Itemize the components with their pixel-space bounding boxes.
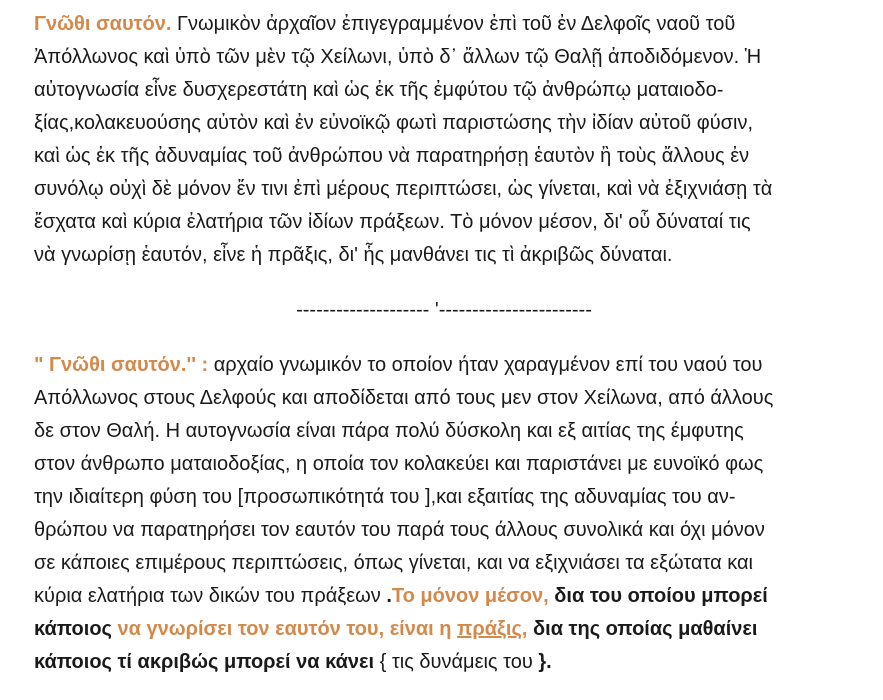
document-body: [34, 8, 854, 679]
ancient-line-1: [34, 8, 854, 41]
modern-line-8: [34, 580, 854, 613]
highlight-only-means: Το μόνον μέσον,: [391, 585, 549, 607]
ancient-line-6: συνόλῳ οὐχὶ δὲ μόνον ἔν τινι ἐπὶ μέρους περιπτώσει, ὡς γίνεται, καὶ νὰ ἐξιχνιάσῃ τὰ: [34, 178, 773, 200]
modern-line-10-plain: { τις δυνάμεις του: [379, 651, 539, 673]
modern-line-9-bold-b: δια της οποίας μαθαίνει: [527, 618, 758, 640]
modern-line-5: την ιδιαίτερη φύση του [προσωπικότητά του ],και εξαιτίας της αδυναμίας του αν-: [34, 486, 736, 508]
ancient-line-8: νὰ γνωρίσῃ ἑαυτόν, εἶνε ἡ πρᾶξις, δι' ἧς μανθάνει τις τὶ ἀκριβῶς δύναται.: [34, 244, 673, 266]
modern-line-2: Απόλλωνος στους Δελφούς και αποδίδεται από τους μεν στον Χείλωνα, από άλλους: [34, 387, 774, 409]
modern-line-8-plain: κύρια ελατήρια των δικών του πράξεων: [34, 585, 387, 607]
modern-title: " Γνῶθι σαυτόν.'' :: [34, 354, 209, 376]
highlight-praxis: πράξις,: [457, 618, 528, 640]
modern-line-10: [34, 646, 854, 679]
highlight-know-yourself: να γνωρίσει τον εαυτόν του, είναι η: [117, 618, 458, 640]
modern-line-4: στον άνθρωπο ματαιοδοξίας, η οποία τον κολακεύει και παριστάνει με ευνοϊκό φως: [34, 453, 764, 475]
ancient-line-4: ξίας,κολακευούσης αὐτὸν καὶ ἐν εὐνοϊκῷ φωτὶ παριστώσης τὴν ἰδίαν αὐτοῦ φύσιν,: [34, 112, 753, 134]
ancient-title: Γνῶθι σαυτόν.: [34, 13, 172, 35]
modern-line-text: αρχαίο γνωμικόν το οποίον ήταν χαραγμένον επί του ναού του: [208, 354, 763, 376]
modern-line-8-bold: δια του οποίου μπορεί: [548, 585, 768, 607]
modern-line-1: [34, 349, 854, 382]
ancient-line-3: αὐτογνωσία εἶνε δυσχερεστάτη καὶ ὡς ἐκ τῆς ἐμφύτου τῷ ἀνθρώπῳ ματαιοδο-: [34, 79, 724, 101]
modern-line-10-bold-a: κάποιος τί ακριβώς μπορεί να κάνει: [34, 651, 380, 673]
modern-greek-paragraph: [34, 349, 854, 679]
ancient-line-7: ἔσχατα καὶ κύρια ἐλατήρια τῶν ἰδίων πράξεων. Τὸ μόνον μέσον, δι' οὗ δύναταί τις: [34, 211, 751, 233]
modern-line-3: δε στον Θαλή. Η αυτογνωσία είναι πάρα πολύ δύσκολη και εξ αιτίας της έμφυτης: [34, 420, 744, 442]
modern-line-8-dot: .: [386, 585, 392, 607]
ancient-line-text: Γνωμικὸν ἀρχαῖον ἐπιγεγραμμένον ἐπὶ τοῦ ἐν Δελφοῖς ναοῦ τοῦ: [171, 13, 736, 35]
modern-line-9: [34, 613, 854, 646]
modern-line-6: θρώπου να παρατηρήσει τον εαυτόν του παρά τους άλλους συνολικά και όχι μόνον: [34, 519, 765, 541]
modern-line-10-bold-b: }.: [538, 651, 552, 673]
separator-line: -------------------- '-----------------------: [296, 299, 592, 321]
modern-line-7: σε κάποιες επιμέρους περιπτώσεις, όπως γίνεται, και να εξιχνιάσει τα εξώτατα και: [34, 552, 753, 574]
ancient-greek-paragraph: [34, 8, 854, 272]
ancient-line-5: καὶ ὡς ἐκ τῆς ἀδυναμίας τοῦ ἀνθρώπου νὰ παρατηρήσῃ ἑαυτὸν ἢ τοὺς ἄλλους ἐν: [34, 145, 750, 167]
modern-line-9-bold-a: κάποιος: [34, 618, 118, 640]
ancient-line-2: Ἀπόλλωνος καὶ ὑπὸ τῶν μὲν τῷ Χείλωνι, ὑπὸ δ᾽ ἄλλων τῷ Θαλῇ ἀποδιδόμενον. Ἡ: [34, 46, 762, 68]
